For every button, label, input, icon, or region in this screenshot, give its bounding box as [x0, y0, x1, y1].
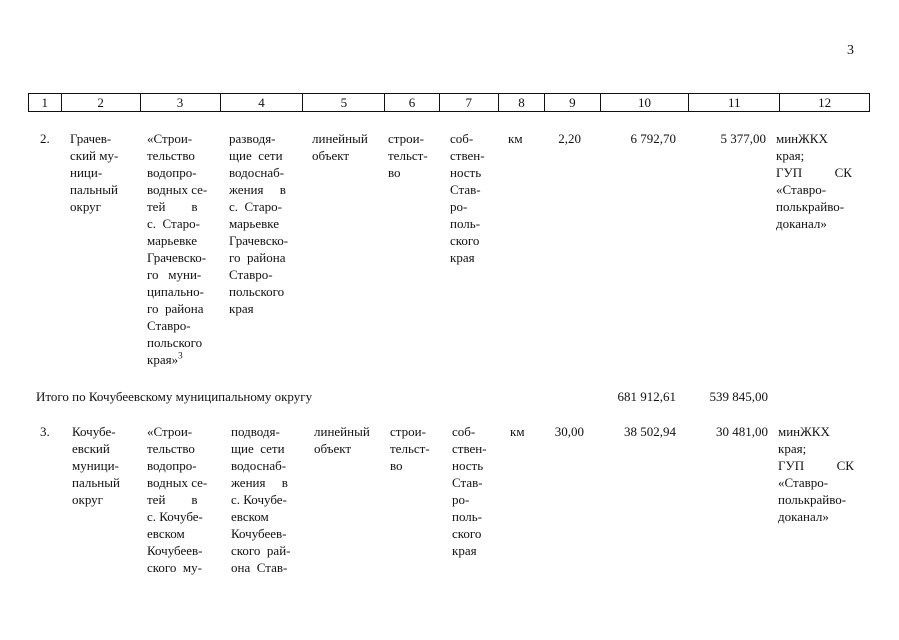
text-line [229, 266, 288, 283]
text-line-content: марьевке [147, 233, 198, 248]
text-line-content: водопро- [147, 165, 197, 180]
text-line [147, 283, 207, 300]
text-line [778, 491, 854, 508]
text-line [70, 164, 118, 181]
text-line-content: Кочубеев- [147, 543, 203, 558]
text-line [390, 457, 430, 474]
row3-type [314, 423, 370, 457]
text-line [452, 457, 487, 474]
row3-ownership [452, 423, 487, 559]
text-line-content: евском [147, 526, 185, 541]
text-line-content: водных се- [147, 475, 208, 490]
text-line [312, 147, 368, 164]
text-line [231, 508, 291, 525]
text-line-content: Став- [452, 475, 483, 490]
text-line-content: во [388, 165, 401, 180]
text-line [388, 147, 428, 164]
text-line-content: Грачев- [70, 131, 112, 146]
text-line-content: с. Старо- [147, 216, 200, 231]
text-line [778, 474, 854, 491]
text-line [450, 198, 485, 215]
text-line-content: го муни- [147, 267, 202, 282]
row2-object [229, 130, 288, 317]
text-line-content: ГУП СК [776, 165, 852, 180]
header-cell: 7 [440, 94, 499, 111]
text-line [776, 198, 852, 215]
text-line-content: округ [72, 492, 103, 507]
district-total-sum: 681 912,61 [617, 389, 676, 404]
text-line-content: «Строи- [147, 131, 193, 146]
text-line-content: ский му- [70, 148, 119, 163]
text-line-content: ность [452, 458, 484, 473]
text-line-content: ствен- [452, 441, 487, 456]
header-cell: 9 [545, 94, 600, 111]
text-line-content: марьевке [229, 216, 280, 231]
text-line [147, 317, 207, 334]
text-line-content: ствен- [450, 148, 485, 163]
text-line [452, 508, 487, 525]
text-line-content: она Став- [231, 560, 288, 575]
text-line [147, 474, 207, 491]
text-line-content: Став- [450, 182, 481, 197]
text-line [390, 423, 430, 440]
text-line-content: ского рай- [231, 543, 291, 558]
text-line [147, 351, 207, 368]
text-line [147, 525, 207, 542]
text-line [778, 508, 854, 525]
row2-type [312, 130, 368, 164]
text-line [314, 423, 370, 440]
text-line [778, 423, 854, 440]
text-line [147, 198, 207, 215]
text-line-content: Ставро- [147, 318, 191, 333]
text-line [450, 232, 485, 249]
text-line-content: жения в [229, 182, 286, 197]
text-line-content: края; [778, 441, 807, 456]
header-cell: 5 [303, 94, 385, 111]
text-line-content: минЖКХ [776, 131, 828, 146]
header-cell: 3 [141, 94, 221, 111]
row2-cost-budget: 5 377,00 [720, 131, 766, 146]
text-line [388, 164, 428, 181]
row2-ownership [450, 130, 485, 266]
text-line-content: муници- [72, 458, 119, 473]
text-line-content: ници- [70, 165, 103, 180]
text-line [776, 164, 852, 181]
text-line [147, 232, 207, 249]
text-line-content: строи- [390, 424, 426, 439]
text-line-content: полькрайво- [776, 199, 845, 214]
text-line-content: края [229, 301, 254, 316]
text-line-content: ципально- [147, 284, 204, 299]
text-line [452, 474, 487, 491]
footnote-mark: 3 [178, 350, 183, 361]
row3-work [390, 423, 430, 474]
row3-cost-budget: 30 481,00 [716, 424, 768, 439]
text-line [450, 215, 485, 232]
header-cell: 4 [221, 94, 304, 111]
row2-customer [776, 130, 852, 232]
text-line-content: «Строи- [147, 424, 193, 439]
text-line-content: тельство [147, 148, 195, 163]
text-line-content: щие сети [229, 148, 283, 163]
text-line [231, 457, 291, 474]
text-line [72, 474, 120, 491]
row2-cost-total: 6 792,70 [630, 131, 676, 146]
header-cell: 8 [499, 94, 545, 111]
text-line-content: во [390, 458, 403, 473]
row2-work [388, 130, 428, 181]
text-line-content: тельст- [390, 441, 430, 456]
text-line-content: «Ставро- [776, 182, 827, 197]
text-line [231, 423, 291, 440]
text-line [450, 147, 485, 164]
text-line-content: Грачевско- [229, 233, 289, 248]
text-line [147, 559, 207, 576]
text-line [452, 491, 487, 508]
text-line-content: края [450, 250, 475, 265]
text-line-content: минЖКХ [778, 424, 830, 439]
table-header-row [28, 93, 870, 112]
row2-project [147, 130, 207, 368]
row2-unit: км [508, 131, 523, 146]
text-line-content: Ставро- [229, 267, 273, 282]
text-line [70, 147, 118, 164]
text-line-content: водных се- [147, 182, 208, 197]
text-line-content: полькрайво- [778, 492, 847, 507]
header-cell: 10 [601, 94, 690, 111]
row3-cost-total: 38 502,94 [624, 424, 676, 439]
text-line [147, 334, 207, 351]
text-line [776, 215, 852, 232]
text-line [147, 542, 207, 559]
row3-project [147, 423, 207, 576]
text-line-content: подводя- [231, 424, 280, 439]
text-line-content: водопро- [147, 458, 197, 473]
text-line-content: водоснаб- [231, 458, 287, 473]
text-line-content: пальный [72, 475, 120, 490]
text-line-content: ро- [450, 199, 468, 214]
text-line-content: тельство [147, 441, 195, 456]
text-line [229, 198, 288, 215]
row2-number: 2. [40, 131, 50, 146]
header-cell: 11 [689, 94, 780, 111]
text-line [229, 215, 288, 232]
text-line-content: объект [312, 148, 350, 163]
row3-unit: км [510, 424, 525, 439]
header-cell: 1 [29, 94, 62, 111]
text-line [390, 440, 430, 457]
text-line-content: объект [314, 441, 352, 456]
text-line [229, 232, 288, 249]
text-line [147, 491, 207, 508]
text-line-content: доканал» [778, 509, 829, 524]
text-line [231, 559, 291, 576]
text-line-content: ского [450, 233, 480, 248]
text-line [147, 181, 207, 198]
text-line-content: го района [147, 301, 204, 316]
text-line [147, 130, 207, 147]
text-line-content: Кочубе- [72, 424, 116, 439]
text-line [450, 130, 485, 147]
text-line-content: края» [147, 352, 179, 367]
text-line [452, 542, 487, 559]
text-line [776, 181, 852, 198]
text-line [231, 542, 291, 559]
text-line [147, 508, 207, 525]
text-line [147, 440, 207, 457]
text-line-content: щие сети [231, 441, 285, 456]
text-line [231, 525, 291, 542]
text-line [147, 423, 207, 440]
text-line-content: края; [776, 148, 805, 163]
text-line-content: с. Кочубе- [231, 492, 287, 507]
text-line [147, 457, 207, 474]
text-line-content: линейный [314, 424, 370, 439]
text-line-content: с. Старо- [229, 199, 282, 214]
text-line [229, 130, 288, 147]
row3-district [72, 423, 120, 508]
text-line [450, 164, 485, 181]
text-line [231, 491, 291, 508]
text-line [229, 300, 288, 317]
header-cell: 2 [62, 94, 141, 111]
text-line-content: пальный [70, 182, 118, 197]
text-line [72, 423, 120, 440]
text-line [450, 181, 485, 198]
text-line [778, 457, 854, 474]
text-line-content: тей в [147, 199, 198, 214]
text-line [229, 283, 288, 300]
row2-capacity: 2,20 [558, 131, 581, 146]
text-line-content: ГУП СК [778, 458, 854, 473]
row3-object [231, 423, 291, 576]
text-line [147, 266, 207, 283]
text-line-content: Грачевско- [147, 250, 207, 265]
text-line [450, 249, 485, 266]
text-line-content: линейный [312, 131, 368, 146]
row3-capacity: 30,00 [554, 424, 584, 439]
text-line [231, 474, 291, 491]
district-total-budget: 539 845,00 [709, 389, 768, 404]
text-line [72, 440, 120, 457]
header-cell: 6 [385, 94, 439, 111]
text-line [229, 147, 288, 164]
text-line [147, 164, 207, 181]
page-number: 3 [847, 43, 854, 58]
text-line-content: польского [229, 284, 285, 299]
text-line [70, 181, 118, 198]
text-line-content: поль- [450, 216, 481, 231]
text-line-content: го района [229, 250, 286, 265]
text-line [147, 215, 207, 232]
text-line [231, 440, 291, 457]
text-line [70, 198, 118, 215]
text-line [452, 440, 487, 457]
text-line [452, 525, 487, 542]
text-line-content: разводя- [229, 131, 276, 146]
text-line-content: Кочубеев- [231, 526, 287, 541]
text-line [452, 423, 487, 440]
text-line-content: с. Кочубе- [147, 509, 203, 524]
text-line-content: ность [450, 165, 482, 180]
text-line-content: соб- [450, 131, 474, 146]
text-line [147, 147, 207, 164]
district-total-label: Итого по Кочубеевскому муниципальному округу [36, 389, 313, 404]
text-line-content: поль- [452, 509, 483, 524]
text-line-content: «Ставро- [778, 475, 829, 490]
text-line [72, 491, 120, 508]
row3-number: 3. [40, 424, 50, 439]
row3-customer [778, 423, 854, 525]
text-line-content: строи- [388, 131, 424, 146]
text-line-content: жения в [231, 475, 288, 490]
text-line-content: тельст- [388, 148, 428, 163]
text-line [72, 457, 120, 474]
text-line-content: края [452, 543, 477, 558]
text-line [778, 440, 854, 457]
text-line-content: евском [231, 509, 269, 524]
text-line-content: тей в [147, 492, 198, 507]
text-line-content: соб- [452, 424, 476, 439]
text-line [776, 130, 852, 147]
text-line [314, 440, 370, 457]
text-line [229, 181, 288, 198]
text-line-content: ского му- [147, 560, 202, 575]
text-line-content: доканал» [776, 216, 827, 231]
text-line-content: ро- [452, 492, 470, 507]
text-line [312, 130, 368, 147]
text-line-content: водоснаб- [229, 165, 285, 180]
text-line [776, 147, 852, 164]
header-cell: 12 [818, 95, 832, 110]
text-line [147, 300, 207, 317]
text-line [229, 249, 288, 266]
text-line-content: евский [72, 441, 110, 456]
text-line [70, 130, 118, 147]
text-line [147, 249, 207, 266]
text-line [388, 130, 428, 147]
text-line-content: ского [452, 526, 482, 541]
text-line [229, 164, 288, 181]
text-line-content: польского [147, 335, 203, 350]
row2-district [70, 130, 118, 215]
text-line-content: округ [70, 199, 101, 214]
